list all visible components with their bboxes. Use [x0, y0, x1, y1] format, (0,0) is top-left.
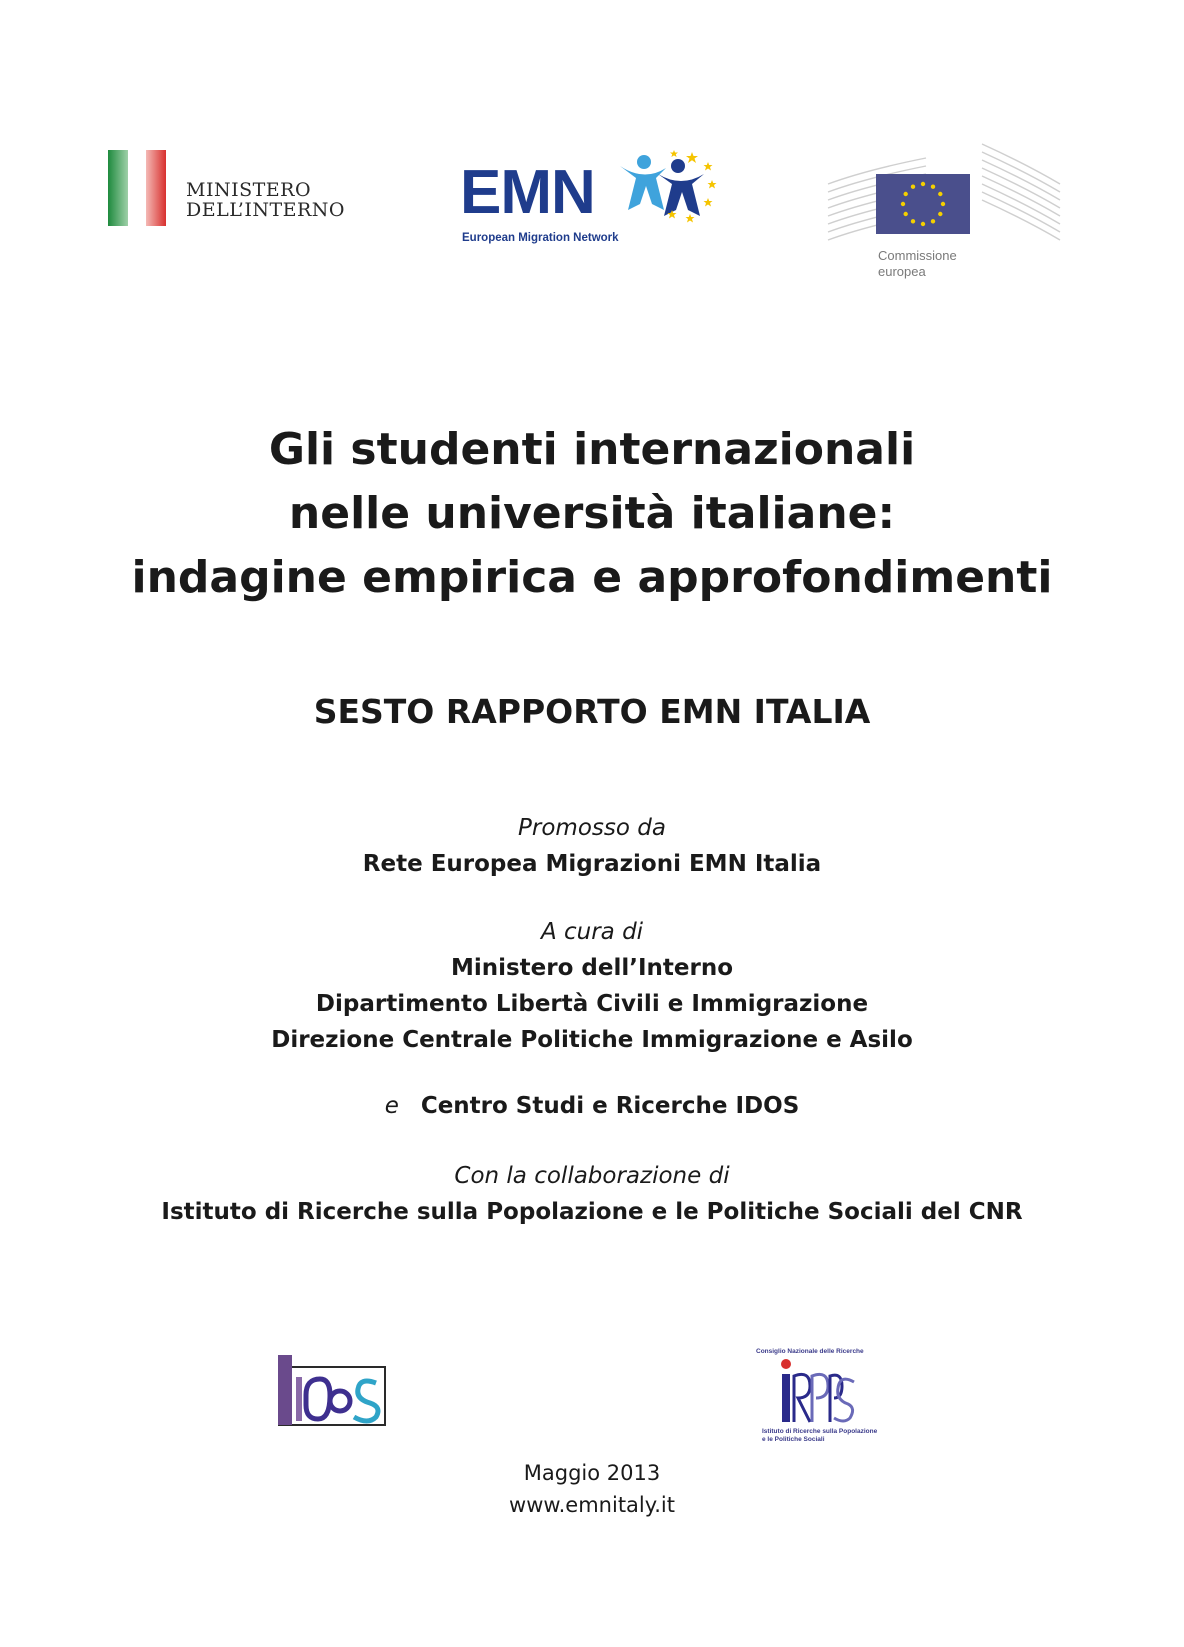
collaborazione-section	[0, 1158, 1184, 1230]
idos-logo-icon	[278, 1355, 389, 1427]
promosso-section	[0, 810, 1184, 882]
irpps-mark-icon	[776, 1358, 859, 1426]
cura-label: A cura di	[540, 919, 644, 945]
promosso-label: Promosso da	[518, 815, 666, 841]
title-line1: Gli studenti internazionali	[268, 424, 916, 475]
footer	[0, 1457, 1184, 1521]
collab-value: Istituto di Ricerche sulla Popolazione e le Politiche Sociali del CNR	[161, 1199, 1023, 1225]
title-line2: nelle università italiane:	[288, 488, 896, 539]
ministero-interno-logo	[108, 150, 368, 226]
and-value: Centro Studi e Ricerche IDOS	[420, 1093, 800, 1119]
ministero-logo-line2: DELL’INTERNO	[186, 199, 346, 221]
title-line3: indagine empirica e approfondimenti	[131, 552, 1053, 603]
svg-text:IDOS: IDOS	[386, 1355, 389, 1356]
berlaymont-building-icon	[826, 140, 1062, 248]
irpps-cnr-logo	[752, 1348, 888, 1448]
commissione-logo-text	[878, 248, 957, 280]
cura-line3: Direzione Centrale Politiche Immigrazione e Asilo	[271, 1027, 913, 1053]
svg-text:IRPPS: IRPPS	[856, 1358, 859, 1359]
idos-section	[0, 1088, 1184, 1124]
idos-logo	[278, 1355, 389, 1427]
commissione-logo-line1: Commissione	[878, 248, 957, 263]
and-label: e	[384, 1093, 399, 1119]
collab-label: Con la collaborazione di	[454, 1163, 730, 1189]
cnr-logo-top-text: Consiglio Nazionale delle Ricerche	[756, 1348, 864, 1355]
report-title	[0, 418, 1184, 610]
commissione-europea-logo	[826, 140, 1062, 280]
italian-flag-emblem-icon	[108, 150, 168, 226]
irpps-bottom-line2: e le Politiche Sociali	[762, 1436, 825, 1443]
emn-logo-word: EMN	[460, 158, 595, 227]
promosso-value: Rete Europea Migrazioni EMN Italia	[362, 851, 822, 877]
irpps-bottom-line1: Istituto di Ricerche sulla Popolazione	[762, 1428, 878, 1435]
emn-logo	[460, 148, 722, 254]
irpps-logo-bottom-text	[762, 1428, 877, 1444]
cura-line2: Dipartimento Libertà Civili e Immigrazione	[315, 991, 869, 1017]
emn-logo-subtitle: European Migration Network	[462, 232, 619, 244]
ministero-logo-text	[186, 180, 345, 220]
publication-date: Maggio 2013	[523, 1461, 661, 1485]
emn-stars-figures-icon	[614, 148, 720, 228]
website-url: www.emnitaly.it	[509, 1493, 675, 1517]
cura-line1: Ministero dell’Interno	[450, 955, 734, 981]
report-subtitle: SESTO RAPPORTO EMN ITALIA	[313, 692, 871, 731]
commissione-logo-line2: europea	[878, 264, 926, 279]
cura-section	[0, 914, 1184, 1058]
ministero-logo-line1: MINISTERO	[186, 179, 312, 201]
